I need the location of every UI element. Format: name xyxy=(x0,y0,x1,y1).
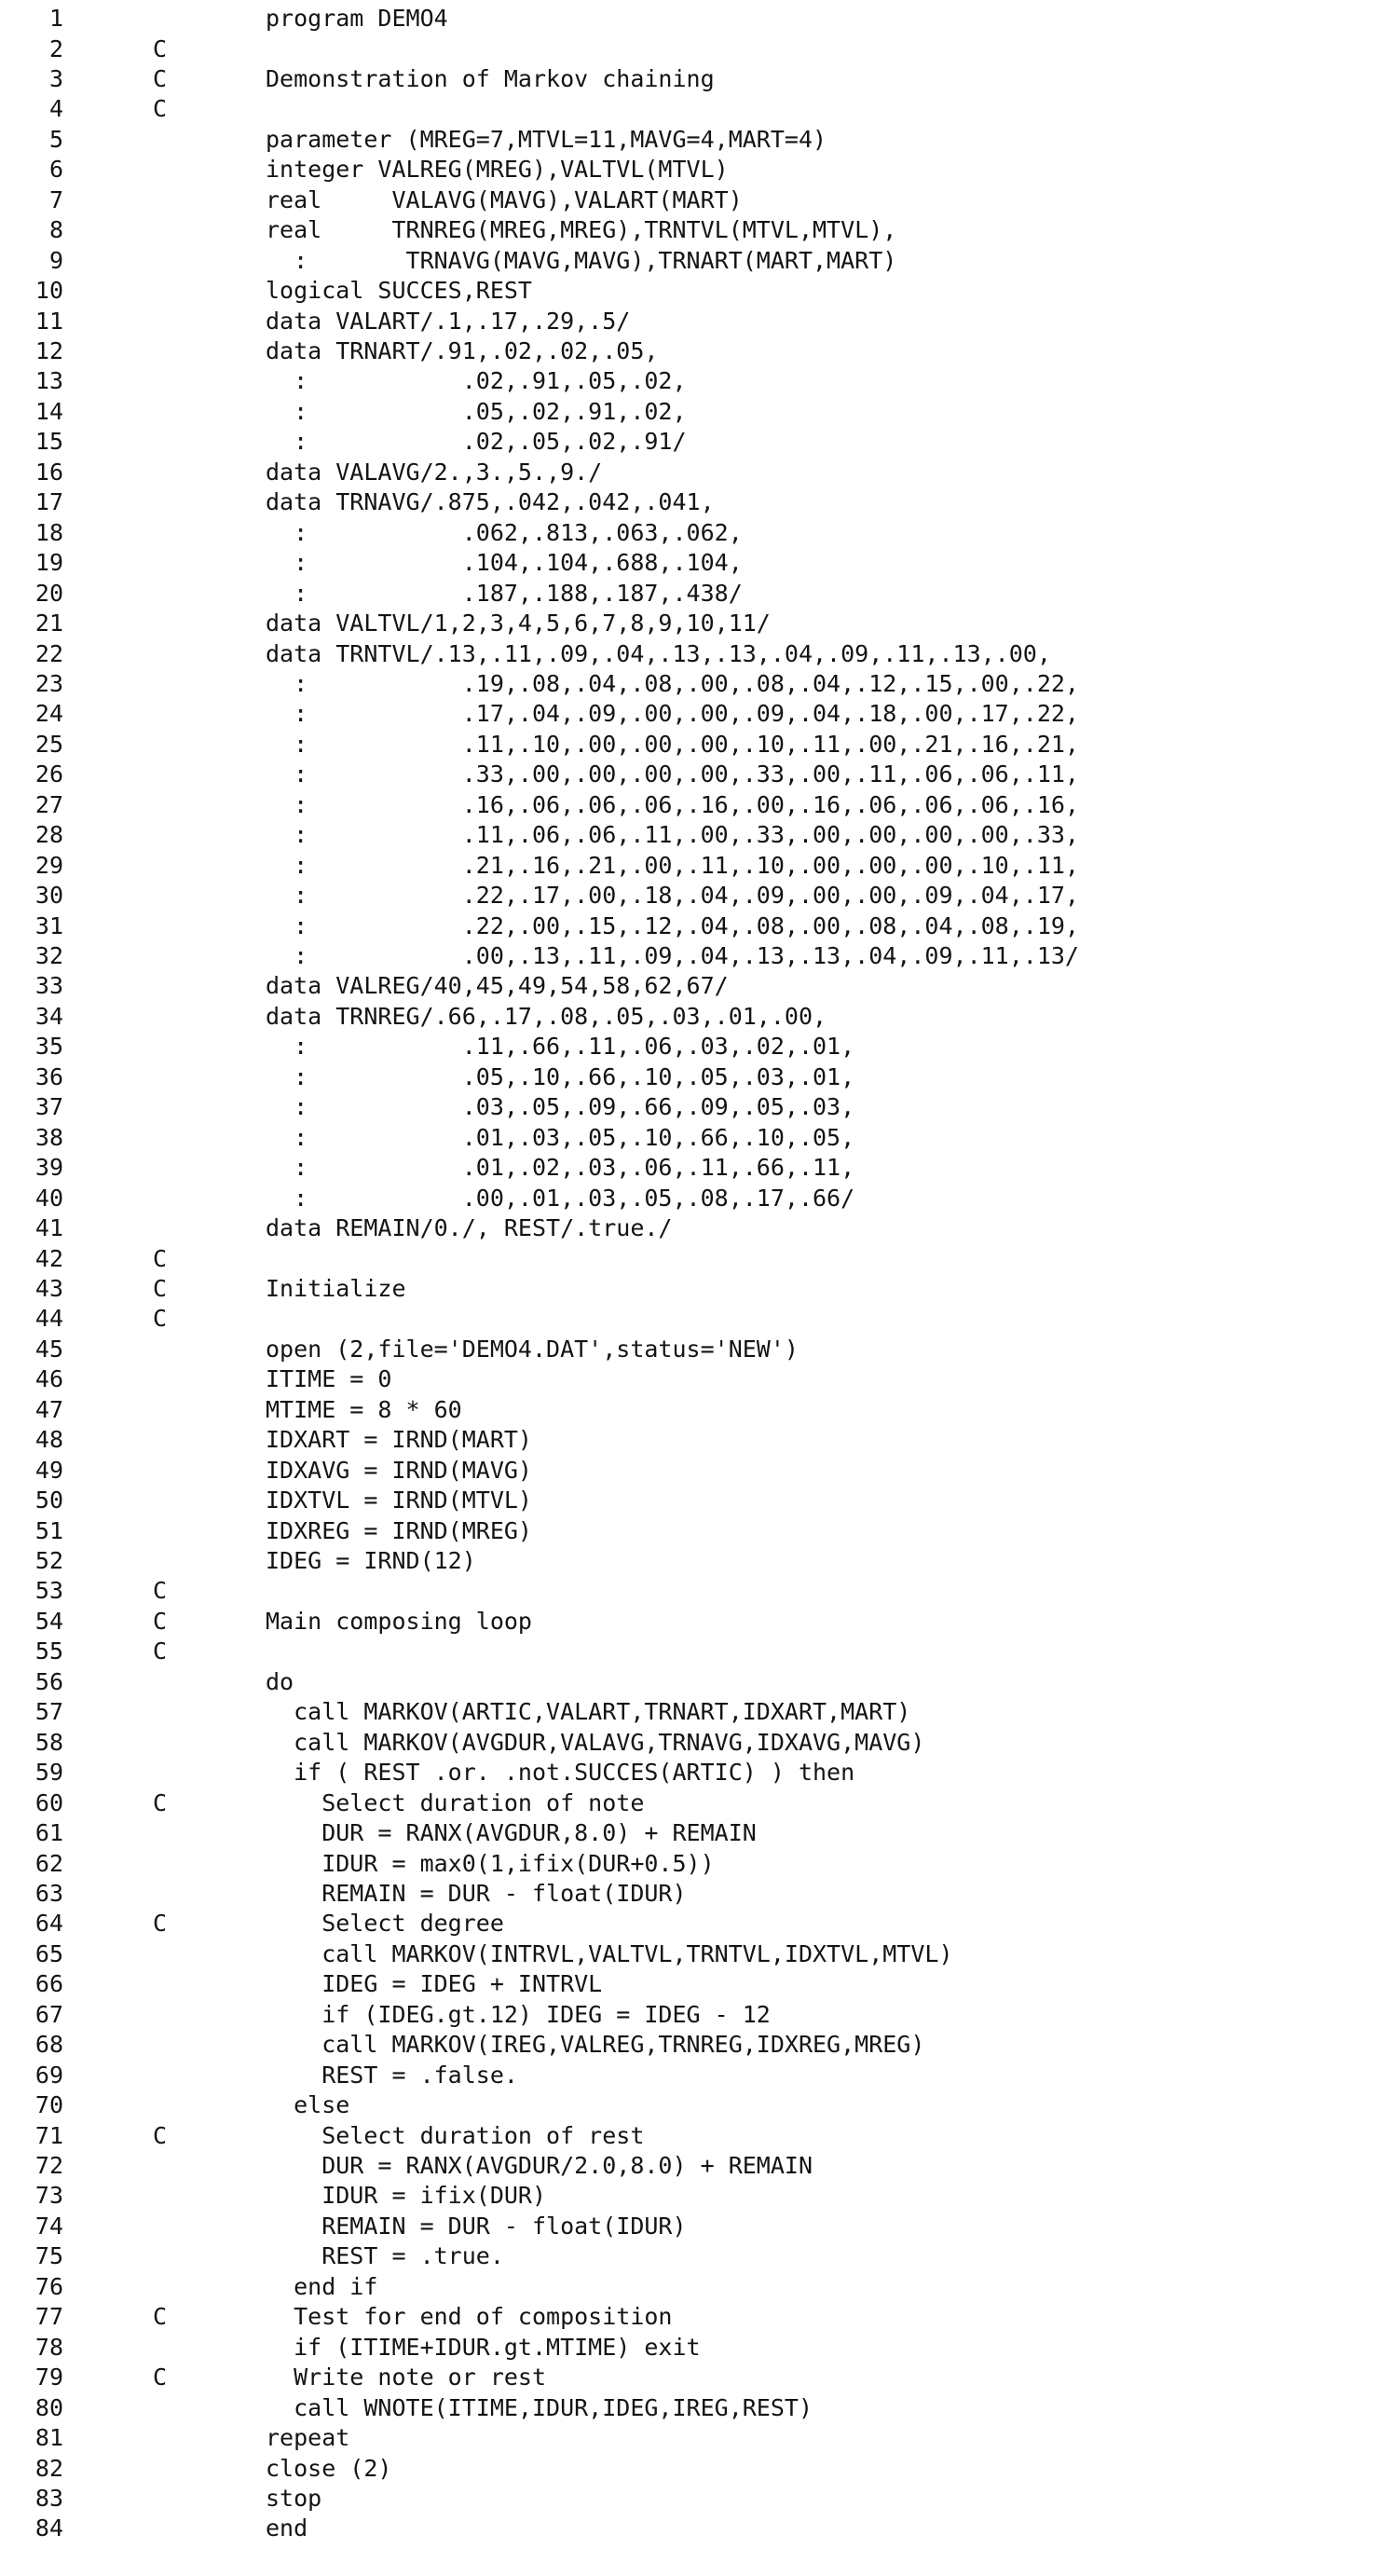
code-text: REMAIN = DUR - float(IDUR) xyxy=(266,2212,687,2240)
code-line xyxy=(0,1637,1394,1666)
code-line xyxy=(0,1184,1394,1213)
code-line xyxy=(0,1364,1394,1394)
line-number: 73 xyxy=(34,2182,63,2210)
code-line xyxy=(0,1244,1394,1274)
line-number: 64 xyxy=(34,1910,63,1938)
code-text: REST = .false. xyxy=(266,2061,518,2089)
line-number: 81 xyxy=(34,2424,63,2451)
code-line xyxy=(0,639,1394,669)
code-text: : .19,.08,.04,.08,.00,.08,.04,.12,.15,.00,.22, xyxy=(266,669,1079,697)
line-number: 63 xyxy=(34,1879,63,1907)
code-line xyxy=(0,730,1394,760)
line-number: 12 xyxy=(34,337,63,364)
code-line xyxy=(0,1969,1394,1999)
code-text: call MARKOV(ARTIC,VALART,TRNART,IDXART,MART) xyxy=(266,1698,911,1726)
code-text: logical SUCCES,REST xyxy=(266,277,532,305)
code-text: MTIME = 8 * 60 xyxy=(266,1395,462,1423)
line-number: 65 xyxy=(34,1939,63,1967)
code-text: close (2) xyxy=(266,2454,392,2482)
code-line xyxy=(0,215,1394,245)
code-text: : .11,.10,.00,.00,.00,.10,.11,.00,.21,.16,.21, xyxy=(266,730,1079,758)
code-text: IDXREG = IRND(MREG) xyxy=(266,1516,532,1544)
line-number: 6 xyxy=(48,156,63,184)
line-number: 83 xyxy=(34,2484,63,2512)
code-line xyxy=(0,941,1394,971)
line-number: 76 xyxy=(34,2272,63,2300)
code-line xyxy=(0,2484,1394,2514)
code-text: IDEG = IRND(12) xyxy=(266,1547,476,1574)
line-number: 5 xyxy=(48,125,63,153)
comment-marker: C xyxy=(153,1788,168,1816)
code-text: ITIME = 0 xyxy=(266,1365,392,1393)
code-text: : .03,.05,.09,.66,.09,.05,.03, xyxy=(266,1093,855,1121)
code-line xyxy=(0,1818,1394,1848)
line-number: 54 xyxy=(34,1607,63,1635)
code-text: : .104,.104,.688,.104, xyxy=(266,549,743,577)
code-line xyxy=(0,458,1394,487)
comment-marker: C xyxy=(153,64,168,92)
code-line xyxy=(0,64,1394,94)
code-line xyxy=(0,2514,1394,2543)
line-number: 42 xyxy=(34,1244,63,1272)
code-text: IDXART = IRND(MART) xyxy=(266,1426,532,1454)
code-text: : .05,.02,.91,.02, xyxy=(266,397,687,425)
comment-marker: C xyxy=(153,2121,168,2149)
line-number: 13 xyxy=(34,367,63,395)
line-number: 48 xyxy=(34,1426,63,1454)
code-text: IDUR = ifix(DUR) xyxy=(266,2182,547,2210)
code-text: IDEG = IDEG + INTRVL xyxy=(266,1970,603,1998)
code-text: : .187,.188,.187,.438/ xyxy=(266,579,743,607)
code-line xyxy=(0,2363,1394,2392)
line-number: 9 xyxy=(48,246,63,274)
code-line xyxy=(0,155,1394,185)
code-text: : .05,.10,.66,.10,.05,.03,.01, xyxy=(266,1062,855,1090)
code-text: data VALREG/40,45,49,54,58,62,67/ xyxy=(266,972,729,1000)
line-number: 21 xyxy=(34,610,63,637)
code-line xyxy=(0,1153,1394,1183)
code-text: : .01,.02,.03,.06,.11,.66,.11, xyxy=(266,1154,855,1182)
comment-marker: C xyxy=(153,2303,168,2331)
code-text: IDXAVG = IRND(MAVG) xyxy=(266,1456,532,1484)
line-number: 39 xyxy=(34,1154,63,1182)
line-number: 14 xyxy=(34,397,63,425)
line-number: 60 xyxy=(34,1788,63,1816)
code-line xyxy=(0,2333,1394,2363)
code-text: Select degree xyxy=(266,1910,504,1938)
line-number: 61 xyxy=(34,1819,63,1846)
line-number: 24 xyxy=(34,700,63,728)
code-text: Test for end of composition xyxy=(266,2303,673,2331)
code-text: if (IDEG.gt.12) IDEG = IDEG - 12 xyxy=(266,2000,771,2028)
code-text: : .00,.13,.11,.09,.04,.13,.13,.04,.09,.11,.13/ xyxy=(266,942,1079,969)
code-line xyxy=(0,4,1394,34)
line-number: 75 xyxy=(34,2242,63,2270)
code-text: : .17,.04,.09,.00,.00,.09,.04,.18,.00,.17,.22, xyxy=(266,700,1079,728)
code-line xyxy=(0,246,1394,276)
line-number: 25 xyxy=(34,730,63,758)
code-line xyxy=(0,1728,1394,1758)
comment-marker: C xyxy=(153,1577,168,1605)
line-number: 10 xyxy=(34,277,63,305)
line-number: 69 xyxy=(34,2061,63,2089)
code-text: Write note or rest xyxy=(266,2364,547,2391)
code-text: DUR = RANX(AVGDUR/2.0,8.0) + REMAIN xyxy=(266,2152,813,2179)
code-text: open (2,file='DEMO4.DAT',status='NEW') xyxy=(266,1335,799,1363)
code-line xyxy=(0,2151,1394,2181)
line-number: 8 xyxy=(48,216,63,244)
line-number: 43 xyxy=(34,1274,63,1302)
code-line xyxy=(0,34,1394,64)
code-text: Main composing loop xyxy=(266,1607,532,1635)
line-number: 26 xyxy=(34,760,63,788)
line-number: 71 xyxy=(34,2121,63,2149)
code-text: program DEMO4 xyxy=(266,5,448,32)
line-number: 28 xyxy=(34,821,63,849)
line-number: 36 xyxy=(34,1062,63,1090)
line-number: 40 xyxy=(34,1184,63,1212)
code-text: : .33,.00,.00,.00,.00,.33,.00,.11,.06,.06,.11, xyxy=(266,760,1079,788)
line-number: 1 xyxy=(48,5,63,32)
code-text: data TRNART/.91,.02,.02,.05, xyxy=(266,337,659,364)
line-number: 57 xyxy=(34,1698,63,1726)
code-line xyxy=(0,609,1394,638)
line-number: 50 xyxy=(34,1487,63,1514)
code-line xyxy=(0,1456,1394,1486)
line-number: 4 xyxy=(48,95,63,123)
code-text: IDUR = max0(1,ifix(DUR+0.5)) xyxy=(266,1849,715,1877)
line-number: 23 xyxy=(34,669,63,697)
code-text: Demonstration of Markov chaining xyxy=(266,64,715,92)
line-number: 27 xyxy=(34,790,63,818)
code-text: REST = .true. xyxy=(266,2242,504,2270)
line-number: 72 xyxy=(34,2152,63,2179)
line-number: 32 xyxy=(34,942,63,969)
code-text: call MARKOV(INTRVL,VALTVL,TRNTVL,IDXTVL,MTVL) xyxy=(266,1939,953,1967)
line-number: 78 xyxy=(34,2333,63,2361)
line-number: 47 xyxy=(34,1395,63,1423)
line-number: 7 xyxy=(48,185,63,213)
code-line xyxy=(0,1849,1394,1879)
code-line xyxy=(0,1758,1394,1788)
line-number: 33 xyxy=(34,972,63,1000)
code-line xyxy=(0,1002,1394,1032)
line-number: 79 xyxy=(34,2364,63,2391)
code-line xyxy=(0,307,1394,336)
line-number: 53 xyxy=(34,1577,63,1605)
line-number: 68 xyxy=(34,2031,63,2059)
code-text: Initialize xyxy=(266,1274,406,1302)
code-line xyxy=(0,1576,1394,1606)
line-number: 77 xyxy=(34,2303,63,2331)
code-line xyxy=(0,1395,1394,1425)
code-text: IDXTVL = IRND(MTVL) xyxy=(266,1487,532,1514)
line-number: 17 xyxy=(34,488,63,516)
line-number: 37 xyxy=(34,1093,63,1121)
code-text: if ( REST .or. .not.SUCCES(ARTIC) ) then xyxy=(266,1759,855,1787)
line-number: 45 xyxy=(34,1335,63,1363)
code-text: : .16,.06,.06,.06,.16,.00,.16,.06,.06,.06,.16, xyxy=(266,790,1079,818)
code-line xyxy=(0,790,1394,820)
line-number: 16 xyxy=(34,458,63,486)
code-line xyxy=(0,1335,1394,1364)
line-number: 62 xyxy=(34,1849,63,1877)
comment-marker: C xyxy=(153,1637,168,1665)
comment-marker: C xyxy=(153,1244,168,1272)
code-line xyxy=(0,1546,1394,1576)
code-line xyxy=(0,125,1394,155)
code-text: : .21,.16,.21,.00,.11,.10,.00,.00,.00,.10,.11, xyxy=(266,851,1079,879)
code-text: : .22,.17,.00,.18,.04,.09,.00,.00,.09,.04,.17, xyxy=(266,882,1079,910)
code-line xyxy=(0,971,1394,1001)
line-number: 22 xyxy=(34,639,63,667)
code-line xyxy=(0,1274,1394,1304)
code-text: real VALAVG(MAVG),VALART(MART) xyxy=(266,185,743,213)
code-line xyxy=(0,699,1394,729)
code-line xyxy=(0,276,1394,306)
code-text: data TRNREG/.66,.17,.08,.05,.03,.01,.00, xyxy=(266,1002,827,1030)
comment-marker: C xyxy=(153,95,168,123)
code-line xyxy=(0,669,1394,699)
code-line xyxy=(0,1304,1394,1334)
code-text: Select duration of rest xyxy=(266,2121,645,2149)
line-number: 55 xyxy=(34,1637,63,1665)
code-text: Select duration of note xyxy=(266,1788,645,1816)
code-line xyxy=(0,427,1394,457)
code-line xyxy=(0,397,1394,427)
line-number: 74 xyxy=(34,2212,63,2240)
code-line xyxy=(0,1092,1394,1122)
code-text: data VALART/.1,.17,.29,.5/ xyxy=(266,307,631,335)
comment-marker: C xyxy=(153,1274,168,1302)
code-text: DUR = RANX(AVGDUR,8.0) + REMAIN xyxy=(266,1819,757,1846)
line-number: 67 xyxy=(34,2000,63,2028)
line-number: 19 xyxy=(34,549,63,577)
line-number: 38 xyxy=(34,1123,63,1151)
code-line xyxy=(0,1425,1394,1455)
code-text: call WNOTE(ITIME,IDUR,IDEG,IREG,REST) xyxy=(266,2393,813,2421)
code-text: data TRNTVL/.13,.11,.09,.04,.13,.13,.04,.09,.11,.13,.00, xyxy=(266,639,1051,667)
code-text: data REMAIN/0./, REST/.true./ xyxy=(266,1214,673,1241)
code-text: data VALTVL/1,2,3,4,5,6,7,8,9,10,11/ xyxy=(266,610,771,637)
code-line xyxy=(0,1697,1394,1727)
comment-marker: C xyxy=(153,1305,168,1333)
code-line xyxy=(0,2423,1394,2453)
line-number: 18 xyxy=(34,518,63,546)
line-number: 31 xyxy=(34,911,63,939)
code-line xyxy=(0,2181,1394,2211)
comment-marker: C xyxy=(153,1607,168,1635)
code-text: : .11,.06,.06,.11,.00,.33,.00,.00,.00,.00,.33, xyxy=(266,821,1079,849)
line-number: 58 xyxy=(34,1728,63,1756)
comment-marker: C xyxy=(153,34,168,62)
code-text: : .062,.813,.063,.062, xyxy=(266,518,743,546)
code-text: repeat xyxy=(266,2424,350,2451)
code-line xyxy=(0,1879,1394,1909)
line-number: 41 xyxy=(34,1214,63,1241)
code-text: if (ITIME+IDUR.gt.MTIME) exit xyxy=(266,2333,701,2361)
line-number: 59 xyxy=(34,1759,63,1787)
code-text: call MARKOV(IREG,VALREG,TRNREG,IDXREG,MREG) xyxy=(266,2031,925,2059)
code-text: call MARKOV(AVGDUR,VALAVG,TRNAVG,IDXAVG,MAVG) xyxy=(266,1728,925,1756)
code-line xyxy=(0,1123,1394,1153)
code-line xyxy=(0,2454,1394,2484)
code-text: : .02,.91,.05,.02, xyxy=(266,367,687,395)
line-number: 46 xyxy=(34,1365,63,1393)
code-text: : .11,.66,.11,.06,.03,.02,.01, xyxy=(266,1033,855,1061)
code-line xyxy=(0,851,1394,881)
line-number: 44 xyxy=(34,1305,63,1333)
line-number: 51 xyxy=(34,1516,63,1544)
line-number: 84 xyxy=(34,2514,63,2542)
code-line xyxy=(0,760,1394,789)
line-number: 15 xyxy=(34,428,63,456)
line-number: 35 xyxy=(34,1033,63,1061)
code-line xyxy=(0,1032,1394,1062)
code-line xyxy=(0,548,1394,578)
code-line xyxy=(0,2212,1394,2241)
code-text: else xyxy=(266,2091,350,2119)
code-text: : .00,.01,.03,.05,.08,.17,.66/ xyxy=(266,1184,855,1212)
code-line xyxy=(0,1667,1394,1697)
code-line xyxy=(0,2393,1394,2423)
line-number: 30 xyxy=(34,882,63,910)
line-number: 20 xyxy=(34,579,63,607)
line-number: 34 xyxy=(34,1002,63,1030)
code-text: do xyxy=(266,1667,294,1695)
code-line xyxy=(0,2030,1394,2060)
code-line xyxy=(0,1788,1394,1818)
code-text: real TRNREG(MREG,MREG),TRNTVL(MTVL,MTVL), xyxy=(266,216,897,244)
line-number: 3 xyxy=(48,64,63,92)
code-line xyxy=(0,518,1394,548)
code-line xyxy=(0,2272,1394,2302)
line-number: 82 xyxy=(34,2454,63,2482)
code-line xyxy=(0,2090,1394,2120)
code-text: data VALAVG/2.,3.,5.,9./ xyxy=(266,458,603,486)
comment-marker: C xyxy=(153,2364,168,2391)
code-text: parameter (MREG=7,MTVL=11,MAVG=4,MART=4) xyxy=(266,125,827,153)
code-line xyxy=(0,94,1394,124)
code-line xyxy=(0,1213,1394,1243)
code-line xyxy=(0,2241,1394,2271)
code-text: : .22,.00,.15,.12,.04,.08,.00,.08,.04,.08,.19, xyxy=(266,911,1079,939)
line-number: 80 xyxy=(34,2393,63,2421)
code-text: REMAIN = DUR - float(IDUR) xyxy=(266,1879,687,1907)
line-number: 49 xyxy=(34,1456,63,1484)
code-text: end xyxy=(266,2514,308,2542)
code-line xyxy=(0,2061,1394,2090)
code-line xyxy=(0,2302,1394,2332)
code-line xyxy=(0,1516,1394,1546)
code-text: stop xyxy=(266,2484,322,2512)
line-number: 29 xyxy=(34,851,63,879)
line-number: 52 xyxy=(34,1547,63,1574)
code-text: end if xyxy=(266,2272,378,2300)
code-line xyxy=(0,579,1394,609)
code-line xyxy=(0,185,1394,215)
code-line xyxy=(0,820,1394,850)
code-line xyxy=(0,487,1394,517)
code-text: : .02,.05,.02,.91/ xyxy=(266,428,687,456)
code-line xyxy=(0,2121,1394,2151)
code-text: integer VALREG(MREG),VALTVL(MTVL) xyxy=(266,156,729,184)
code-line xyxy=(0,1909,1394,1939)
comment-marker: C xyxy=(153,1910,168,1938)
line-number: 11 xyxy=(34,307,63,335)
line-number: 56 xyxy=(34,1667,63,1695)
code-line xyxy=(0,1062,1394,1092)
code-text: : .01,.03,.05,.10,.66,.10,.05, xyxy=(266,1123,855,1151)
code-line xyxy=(0,1939,1394,1969)
code-line xyxy=(0,336,1394,366)
code-line xyxy=(0,366,1394,396)
line-number: 2 xyxy=(48,34,63,62)
code-line xyxy=(0,2000,1394,2030)
line-number: 66 xyxy=(34,1970,63,1998)
code-line xyxy=(0,1607,1394,1637)
line-number: 70 xyxy=(34,2091,63,2119)
code-text: data TRNAVG/.875,.042,.042,.041, xyxy=(266,488,715,516)
code-line xyxy=(0,1486,1394,1515)
code-line xyxy=(0,911,1394,941)
code-line xyxy=(0,881,1394,911)
code-text: : TRNAVG(MAVG,MAVG),TRNART(MART,MART) xyxy=(266,246,897,274)
